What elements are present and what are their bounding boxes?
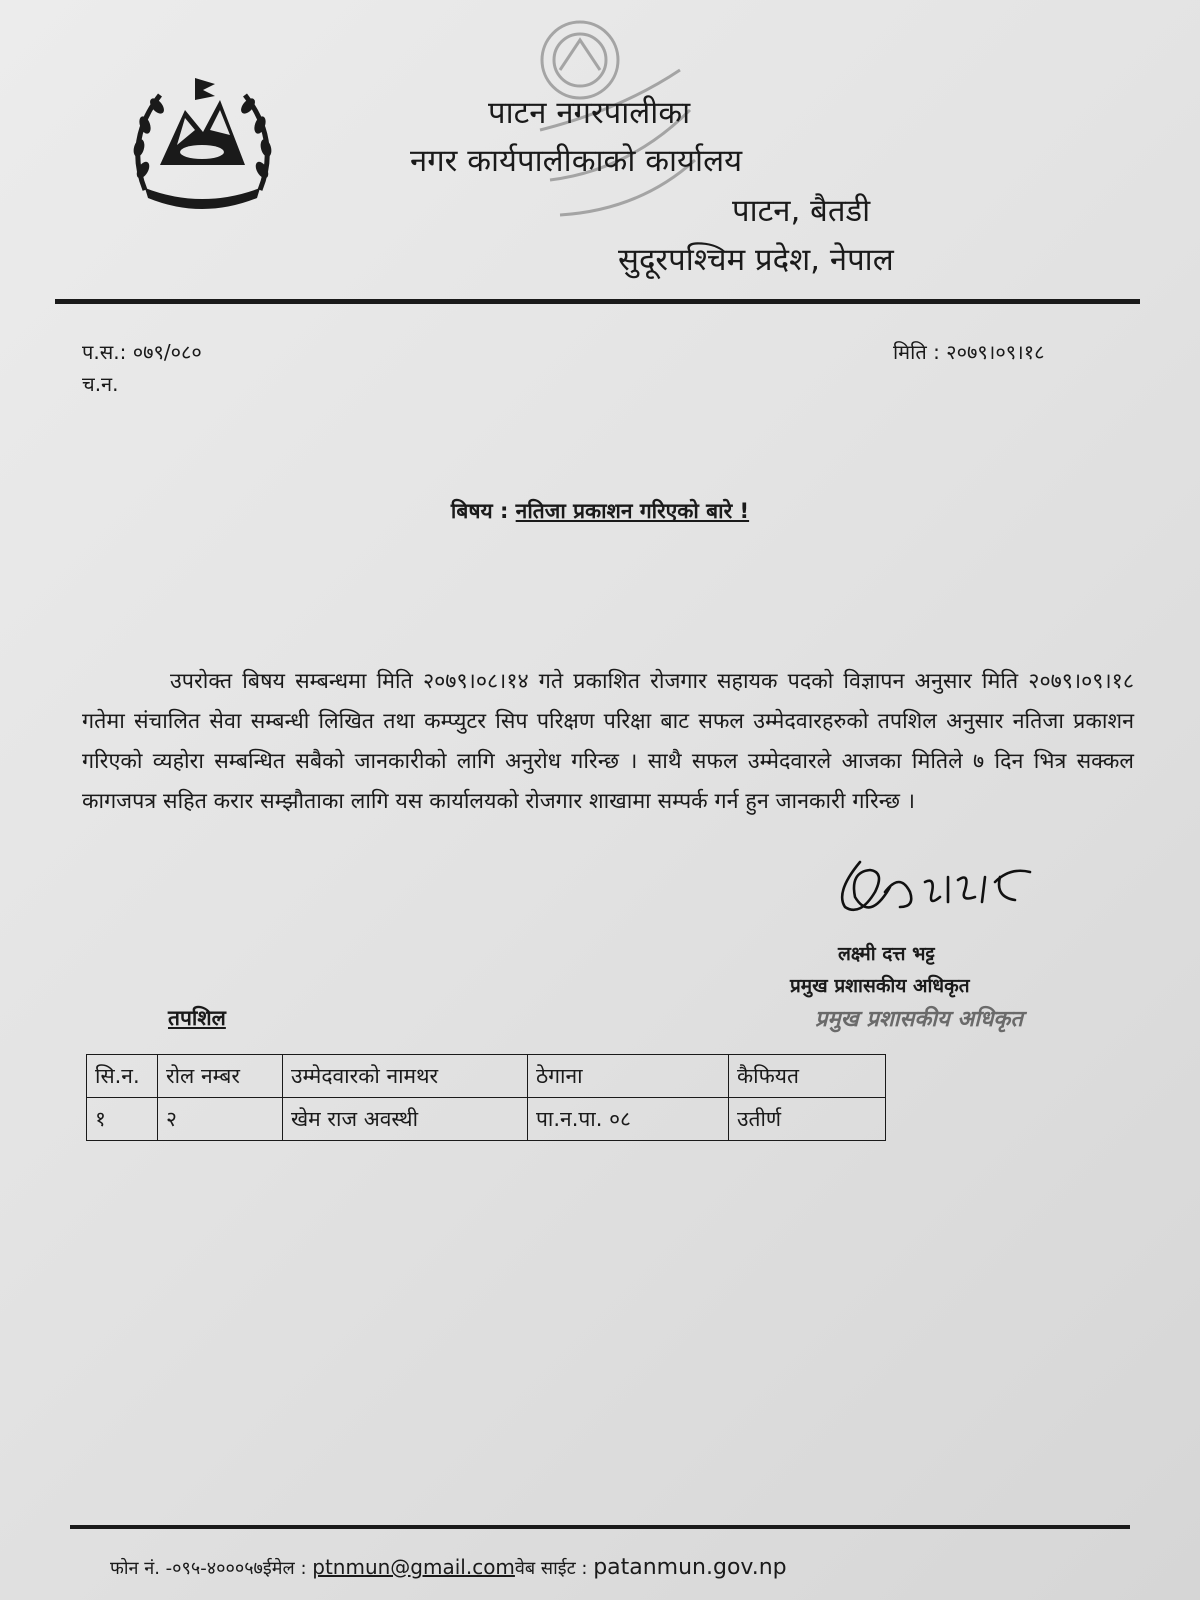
footer-email-label: ईमेल : [262,1558,313,1579]
header-serial: सि.न. [87,1055,158,1098]
footer-phone: फोन नं. -०९५-४०००५७ [110,1558,263,1579]
cell-remarks: उतीर्ण [729,1098,886,1141]
letter-body [82,662,1134,822]
signature-icon [830,852,1045,927]
header-remarks: कैफियत [729,1055,886,1098]
header-candidate-name: उम्मेदवारको नामथर [283,1055,528,1098]
cell-roll-number: २ [158,1098,283,1141]
cell-serial: १ [87,1098,158,1141]
footer-email-link[interactable]: ptnmun@gmail.com [312,1555,515,1579]
cell-address: पा.न.पा. ०८ [528,1098,729,1141]
office-location: पाटन, बैतडी [732,193,871,229]
signatory-name: लक्ष्मी दत्त भट्ट [838,943,935,965]
signatory-designation: प्रमुख प्रशासकीय अधिकृत [790,975,970,997]
footer-web-label: वेब साईट : [514,1558,594,1579]
footer-divider [70,1525,1130,1529]
office-name: नगर कार्यपालीकाको कार्यालय [410,143,743,179]
header-divider [55,299,1140,304]
province-country: सुदूरपश्चिम प्रदेश, नेपाल [618,242,894,278]
subject-label: बिषय : [450,499,509,523]
footer-website-link[interactable]: patanmun.gov.np [593,1555,787,1580]
table-header-row [87,1055,886,1098]
annex-title: तपशिल [168,1006,226,1030]
results-table [86,1054,886,1141]
municipality-name: पाटन नगरपालीका [488,95,691,131]
subject-line [0,497,1200,525]
letter-date: मिति : २०७९।०९।१८ [893,340,1045,364]
reference-number: प.स.: ०७९/०८० [82,340,202,364]
cell-candidate-name: खेम राज अवस्थी [283,1098,528,1141]
dispatch-number: च.न. [82,372,119,396]
designation-stamp: प्रमुख प्रशासकीय अधिकृत [815,1007,1023,1032]
table-row [87,1098,886,1141]
header-roll-number: रोल नम्बर [158,1055,283,1098]
subject-text: नतिजा प्रकाशन गरिएको बारे ! [515,499,750,523]
nepal-emblem-icon [125,70,280,215]
header-address: ठेगाना [528,1055,729,1098]
footer-contact [110,1555,787,1580]
body-paragraph: उपरोक्त बिषय सम्बन्धमा मिति २०७९।०८।१४ गते प्रकाशित रोजगार सहायक पदको विज्ञापन अनुसार मिति २०७९।०९।१८ गतेमा संचालित सेवा सम्बन्धी लिखित तथा कम्प्युटर सिप परिक्षण परिक्षा बाट सफल उम्मेदवारहरुको तपशिल अनुसार नतिजा प्रकाशन गरिएको व्यहोरा सम्बन्धित सबैको जानकारीको लागि अनुरोध गरिन्छ । साथै सफल उम्मेदवारले आजका मितिले ७ दिन भित्र सक्कल कागजपत्र सहित करार सम्झौताका लागि यस कार्यालयको रोजगार शाखामा सम्पर्क गर्न हुन जानकारी गरिन्छ । [82,669,1134,814]
